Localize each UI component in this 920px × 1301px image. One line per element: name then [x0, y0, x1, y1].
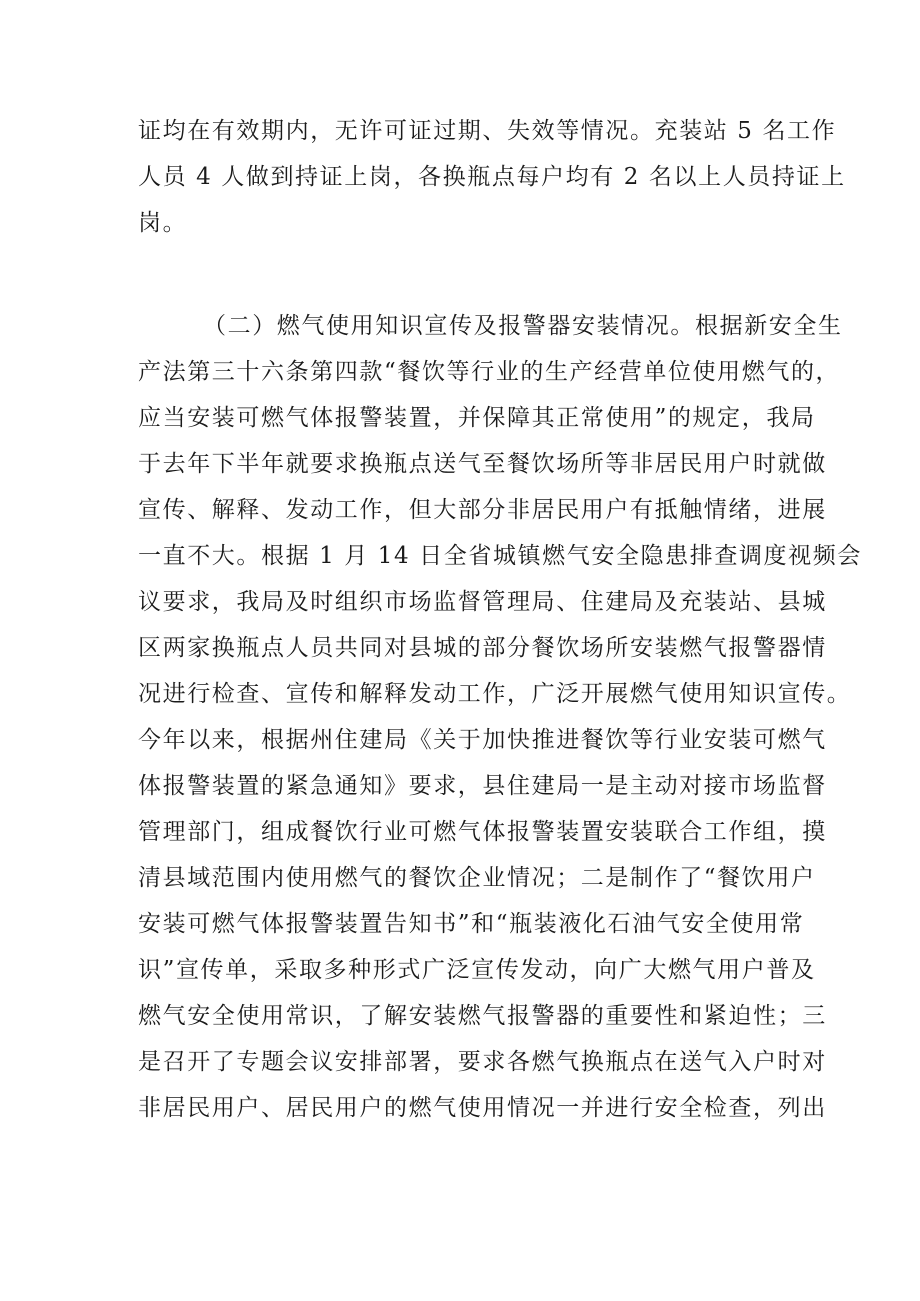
paragraph-license-status	[138, 108, 846, 246]
text-line: 管理部门，组成餐饮行业可燃气体报警装置安装联合工作组，摸	[138, 819, 827, 845]
text-line: 体报警装置的紧急通知》要求，县住建局一是主动对接市场监督	[138, 773, 827, 799]
paragraph-gas-safety-publicity	[138, 303, 862, 1177]
text-line: 今年以来，根据州住建局《关于加快推进餐饮等行业安装可燃气	[138, 727, 827, 753]
text-line: 应当安装可燃气体报警装置，并保障其正常使用”的规定，我局	[138, 405, 816, 431]
text-line: 人员 4 人做到持证上岗，各换瓶点每户均有 2 名以上人员持证上	[138, 164, 846, 190]
text-line: 况进行检查、宣传和解释发动工作，广泛开展燃气使用知识宣传。	[138, 681, 852, 707]
text-line: 非居民用户、居民用户的燃气使用情况一并进行安全检查，列出	[138, 1095, 827, 1121]
text-line: （二）燃气使用知识宣传及报警器安装情况。根据新安全生	[203, 313, 843, 339]
text-line: 燃气安全使用常识，了解安装燃气报警器的重要性和紧迫性；三	[138, 1003, 827, 1029]
text-line: 宣传、解释、发动工作，但大部分非居民用户有抵触情绪，进展	[138, 497, 827, 523]
text-line: 安装可燃气体报警装置告知书”和“瓶装液化石油气安全使用常	[138, 911, 805, 937]
text-line: 是召开了专题会议安排部署，要求各燃气换瓶点在送气入户时对	[138, 1049, 827, 1075]
text-line: 一直不大。根据 1 月 14 日全省城镇燃气安全隐患排查调度视频会	[138, 543, 862, 569]
text-line: 产法第三十六条第四款“餐饮等行业的生产经营单位使用燃气的，	[138, 359, 841, 385]
text-line: 议要求，我局及时组织市场监督管理局、住建局及充装站、县城	[138, 589, 827, 615]
text-line: 清县域范围内使用燃气的餐饮企业情况；二是制作了“餐饮用户	[138, 865, 816, 891]
text-line: 区两家换瓶点人员共同对县城的部分餐饮场所安装燃气报警器情	[138, 635, 827, 661]
text-line: 证均在有效期内，无许可证过期、失效等情况。充装站 5 名工作	[138, 118, 837, 144]
text-line: 岗。	[138, 210, 188, 236]
text-line	[138, 1131, 798, 1177]
text-line: 于去年下半年就要求换瓶点送气至餐饮场所等非居民用户时就做	[138, 451, 827, 477]
text-line: 识”宣传单，采取多种形式广泛宣传发动，向广大燃气用户普及	[138, 957, 816, 983]
